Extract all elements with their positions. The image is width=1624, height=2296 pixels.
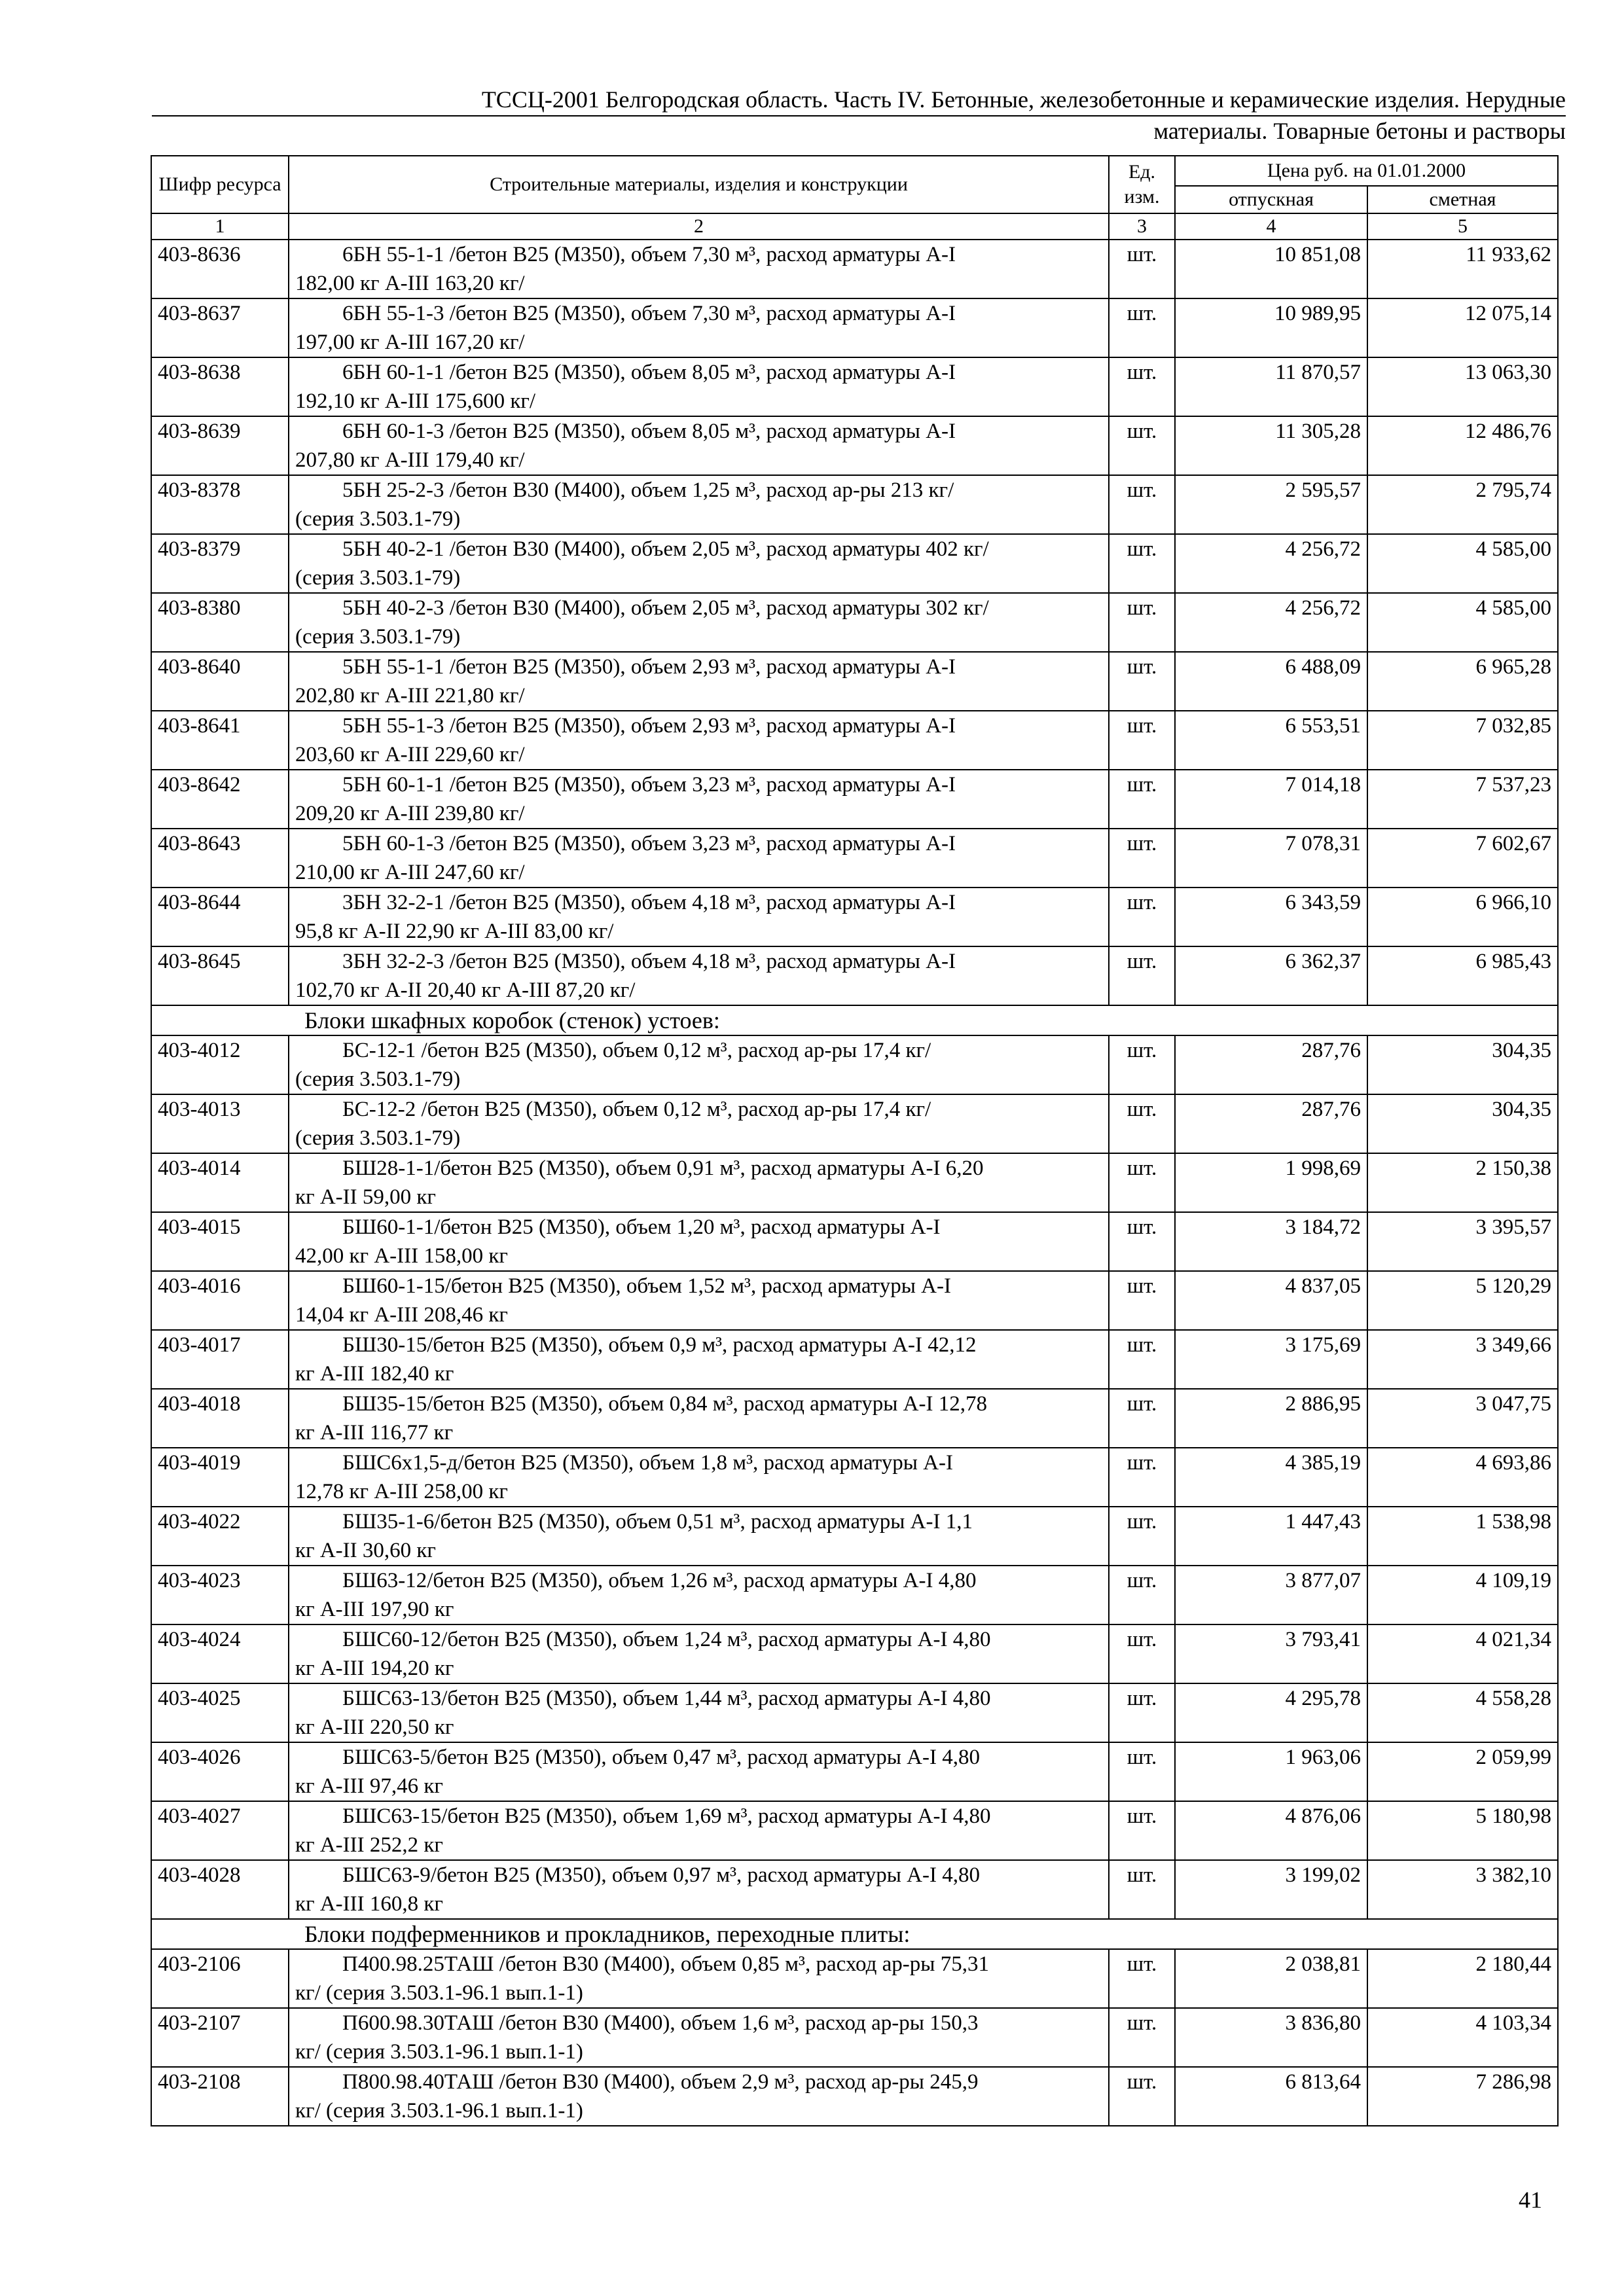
description-line-1: БШС63-13/бетон В25 (М350), объем 1,44 м³, расход арматуры А-I 4,80 [342, 1687, 991, 1710]
release-price: 1 963,06 [1175, 1742, 1367, 1801]
description-line-1: БШС6х1,5-д/бетон В25 (М350), объем 1,8 м³, расход арматуры А-I [342, 1451, 954, 1475]
material-description [289, 240, 1109, 298]
estimate-price: 7 537,23 [1367, 770, 1558, 829]
resource-code: 403-2108 [151, 2067, 289, 2126]
description-line-2: кг А-III 197,90 кг [295, 1598, 454, 1621]
unit: шт. [1109, 1330, 1175, 1389]
release-price: 4 295,78 [1175, 1683, 1367, 1742]
unit: шт. [1109, 1801, 1175, 1860]
unit: шт. [1109, 1389, 1175, 1448]
material-description [289, 1742, 1109, 1801]
header-num-4: 4 [1175, 213, 1367, 240]
estimate-price: 2 059,99 [1367, 1742, 1558, 1801]
header-line-2: материалы. Товарные бетоны и растворы [1153, 118, 1566, 144]
unit: шт. [1109, 475, 1175, 534]
release-price: 4 385,19 [1175, 1448, 1367, 1507]
description-line-1: БШС63-15/бетон В25 (М350), объем 1,69 м³, расход арматуры А-I 4,80 [342, 1804, 991, 1828]
estimate-price: 6 966,10 [1367, 888, 1558, 946]
table-body [151, 240, 1558, 2126]
description-line-2: (серия 3.503.1-79) [295, 1126, 461, 1150]
description-line-2: кг А-III 182,40 кг [295, 1362, 454, 1386]
estimate-price: 4 109,19 [1367, 1566, 1558, 1624]
table-row [151, 1035, 1558, 1094]
table-row [151, 475, 1558, 534]
description-line-2: 12,78 кг А-III 258,00 кг [295, 1480, 508, 1503]
resource-code: 403-4024 [151, 1624, 289, 1683]
estimate-price: 2 795,74 [1367, 475, 1558, 534]
material-description [289, 475, 1109, 534]
header-code: Шифр ресурса [151, 156, 289, 213]
description-line-1: БШ60-1-15/бетон В25 (М350), объем 1,52 м³, расход арматуры А-I [342, 1274, 951, 1298]
description-line-2: 210,00 кг А-III 247,60 кг/ [295, 861, 525, 884]
table-row [151, 1801, 1558, 1860]
table-row [151, 1212, 1558, 1271]
header-line-1: ТССЦ-2001 Белгородская область. Часть IV. Бетонные, железобетонные и керамические изделия. Нерудные [481, 86, 1566, 113]
material-description [289, 416, 1109, 475]
description-line-2: 42,00 кг А-III 158,00 кг [295, 1244, 508, 1268]
table-row [151, 1742, 1558, 1801]
material-description [289, 2067, 1109, 2126]
unit: шт. [1109, 652, 1175, 711]
description-line-1: 6БН 55-1-1 /бетон В25 (М350), объем 7,30 м³, расход арматуры А-I [342, 243, 956, 266]
description-line-1: БШ60-1-1/бетон В25 (М350), объем 1,20 м³, расход арматуры А-I [342, 1215, 941, 1239]
unit: шт. [1109, 1094, 1175, 1153]
description-line-2: 197,00 кг А-III 167,20 кг/ [295, 331, 525, 354]
description-line-2: кг А-III 220,50 кг [295, 1715, 454, 1739]
description-line-1: 6БН 60-1-1 /бетон В25 (М350), объем 8,05 м³, расход арматуры А-I [342, 361, 956, 384]
estimate-price: 11 933,62 [1367, 240, 1558, 298]
table-row [151, 770, 1558, 829]
table-row [151, 298, 1558, 357]
description-line-1: БС-12-1 /бетон В25 (М350), объем 0,12 м³, расход ар-ры 17,4 кг/ [342, 1039, 931, 1062]
release-price: 4 256,72 [1175, 593, 1367, 652]
description-line-1: 6БН 60-1-3 /бетон В25 (М350), объем 8,05 м³, расход арматуры А-I [342, 420, 956, 443]
material-description [289, 2008, 1109, 2067]
release-price: 287,76 [1175, 1094, 1367, 1153]
unit: шт. [1109, 711, 1175, 770]
resource-code: 403-8380 [151, 593, 289, 652]
estimate-price: 4 693,86 [1367, 1448, 1558, 1507]
unit: шт. [1109, 1448, 1175, 1507]
description-line-2: кг А-III 160,8 кг [295, 1892, 443, 1916]
price-table [151, 155, 1559, 2126]
material-description [289, 1212, 1109, 1271]
unit: шт. [1109, 1507, 1175, 1566]
resource-code: 403-8379 [151, 534, 289, 593]
header-release-price: отпускная [1175, 186, 1367, 213]
unit: шт. [1109, 298, 1175, 357]
material-description [289, 1448, 1109, 1507]
material-description [289, 1389, 1109, 1448]
resource-code: 403-4022 [151, 1507, 289, 1566]
description-line-1: 5БН 60-1-1 /бетон В25 (М350), объем 3,23 м³, расход арматуры А-I [342, 773, 956, 797]
description-line-1: 5БН 40-2-3 /бетон В30 (М400), объем 2,05 м³, расход арматуры 302 кг/ [342, 596, 989, 620]
table-row [151, 240, 1558, 298]
unit: шт. [1109, 1035, 1175, 1094]
table-row [151, 2008, 1558, 2067]
description-line-2: кг А-III 252,2 кг [295, 1833, 443, 1857]
unit: шт. [1109, 1566, 1175, 1624]
table-row [151, 593, 1558, 652]
table-row [151, 1094, 1558, 1153]
unit: шт. [1109, 1860, 1175, 1919]
material-description [289, 888, 1109, 946]
description-line-1: 5БН 55-1-3 /бетон В25 (М350), объем 2,93 м³, расход арматуры А-I [342, 714, 956, 738]
description-line-1: БШ28-1-1/бетон В25 (М350), объем 0,91 м³, расход арматуры А-I 6,20 [342, 1157, 984, 1180]
description-line-1: П600.98.30ТАШ /бетон В30 (М400), объем 1,6 м³, расход ар-ры 150,3 [342, 2011, 979, 2035]
unit: шт. [1109, 946, 1175, 1005]
description-line-1: 3БН 32-2-3 /бетон В25 (М350), объем 4,18 м³, расход арматуры А-I [342, 950, 956, 973]
description-line-1: БШС63-5/бетон В25 (М350), объем 0,47 м³, расход арматуры А-I 4,80 [342, 1746, 980, 1769]
estimate-price: 2 150,38 [1367, 1153, 1558, 1212]
description-line-1: 3БН 32-2-1 /бетон В25 (М350), объем 4,18 м³, расход арматуры А-I [342, 891, 956, 914]
description-line-2: кг/ (серия 3.503.1-96.1 вып.1-1) [295, 2040, 583, 2064]
header-name: Строительные материалы, изделия и конструкции [289, 156, 1109, 213]
estimate-price: 6 985,43 [1367, 946, 1558, 1005]
estimate-price: 304,35 [1367, 1094, 1558, 1153]
resource-code: 403-4023 [151, 1566, 289, 1624]
release-price: 1 998,69 [1175, 1153, 1367, 1212]
resource-code: 403-8637 [151, 298, 289, 357]
estimate-price: 2 180,44 [1367, 1949, 1558, 2008]
description-line-2: 207,80 кг А-III 179,40 кг/ [295, 448, 525, 472]
release-price: 6 362,37 [1175, 946, 1367, 1005]
release-price: 4 876,06 [1175, 1801, 1367, 1860]
release-price: 6 488,09 [1175, 652, 1367, 711]
material-description [289, 652, 1109, 711]
material-description [289, 1683, 1109, 1742]
header-num-5: 5 [1367, 213, 1558, 240]
unit: шт. [1109, 1624, 1175, 1683]
unit: шт. [1109, 2067, 1175, 2126]
description-line-1: БШС63-9/бетон В25 (М350), объем 0,97 м³, расход арматуры А-I 4,80 [342, 1863, 980, 1887]
table-row [151, 1271, 1558, 1330]
table-row [151, 534, 1558, 593]
description-line-2: 95,8 кг А-II 22,90 кг А-III 83,00 кг/ [295, 920, 614, 943]
description-line-2: 192,10 кг А-III 175,600 кг/ [295, 389, 536, 413]
estimate-price: 4 585,00 [1367, 593, 1558, 652]
estimate-price: 12 486,76 [1367, 416, 1558, 475]
material-description [289, 946, 1109, 1005]
release-price: 2 038,81 [1175, 1949, 1367, 2008]
unit: шт. [1109, 416, 1175, 475]
release-price: 10 989,95 [1175, 298, 1367, 357]
estimate-price: 4 103,34 [1367, 2008, 1558, 2067]
release-price: 3 793,41 [1175, 1624, 1367, 1683]
resource-code: 403-4025 [151, 1683, 289, 1742]
table-row [151, 1624, 1558, 1683]
table-row [151, 1330, 1558, 1389]
table-row [151, 1507, 1558, 1566]
description-line-2: 209,20 кг А-III 239,80 кг/ [295, 802, 525, 825]
resource-code: 403-8642 [151, 770, 289, 829]
header-num-3: 3 [1109, 213, 1175, 240]
release-price: 6 813,64 [1175, 2067, 1367, 2126]
description-line-2: кг/ (серия 3.503.1-96.1 вып.1-1) [295, 1981, 583, 2005]
resource-code: 403-2107 [151, 2008, 289, 2067]
estimate-price: 7 032,85 [1367, 711, 1558, 770]
unit: шт. [1109, 1271, 1175, 1330]
resource-code: 403-4026 [151, 1742, 289, 1801]
estimate-price: 7 602,67 [1367, 829, 1558, 888]
unit: шт. [1109, 1742, 1175, 1801]
release-price: 3 836,80 [1175, 2008, 1367, 2067]
unit: шт. [1109, 534, 1175, 593]
unit: шт. [1109, 1153, 1175, 1212]
material-description [289, 1330, 1109, 1389]
description-line-2: (серия 3.503.1-79) [295, 566, 461, 590]
resource-code: 403-4019 [151, 1448, 289, 1507]
description-line-2: (серия 3.503.1-79) [295, 1067, 461, 1091]
resource-code: 403-4017 [151, 1330, 289, 1389]
material-description [289, 1507, 1109, 1566]
unit: шт. [1109, 888, 1175, 946]
unit: шт. [1109, 1949, 1175, 2008]
material-description [289, 1094, 1109, 1153]
release-price: 6 553,51 [1175, 711, 1367, 770]
material-description [289, 711, 1109, 770]
estimate-price: 4 585,00 [1367, 534, 1558, 593]
section-title: Блоки подферменников и прокладников, переходные плиты: [289, 1919, 1367, 1949]
table-head [151, 156, 1558, 240]
unit: шт. [1109, 1212, 1175, 1271]
release-price: 4 837,05 [1175, 1271, 1367, 1330]
description-line-1: П800.98.40ТАШ /бетон В30 (М400), объем 2,9 м³, расход ар-ры 245,9 [342, 2070, 979, 2094]
unit: шт. [1109, 2008, 1175, 2067]
release-price: 11 870,57 [1175, 357, 1367, 416]
page-header [152, 84, 1566, 147]
unit: шт. [1109, 357, 1175, 416]
resource-code: 403-8645 [151, 946, 289, 1005]
release-price: 3 877,07 [1175, 1566, 1367, 1624]
estimate-price: 7 286,98 [1367, 2067, 1558, 2126]
table-row [151, 946, 1558, 1005]
resource-code: 403-8638 [151, 357, 289, 416]
material-description [289, 1566, 1109, 1624]
table-row [151, 888, 1558, 946]
release-price: 1 447,43 [1175, 1507, 1367, 1566]
release-price: 287,76 [1175, 1035, 1367, 1094]
resource-code: 403-4012 [151, 1035, 289, 1094]
table-row [151, 416, 1558, 475]
table-row [151, 1448, 1558, 1507]
description-line-2: 14,04 кг А-III 208,46 кг [295, 1303, 508, 1327]
material-description [289, 298, 1109, 357]
material-description [289, 593, 1109, 652]
estimate-price: 6 965,28 [1367, 652, 1558, 711]
header-rule [152, 115, 1566, 117]
resource-code: 403-4016 [151, 1271, 289, 1330]
unit: шт. [1109, 240, 1175, 298]
header-num-2: 2 [289, 213, 1109, 240]
description-line-2: 203,60 кг А-III 229,60 кг/ [295, 743, 525, 766]
release-price: 7 078,31 [1175, 829, 1367, 888]
description-line-1: БС-12-2 /бетон В25 (М350), объем 0,12 м³, расход ар-ры 17,4 кг/ [342, 1098, 931, 1121]
estimate-price: 12 075,14 [1367, 298, 1558, 357]
resource-code: 403-8644 [151, 888, 289, 946]
description-line-2: кг А-II 30,60 кг [295, 1539, 436, 1562]
table-row [151, 1860, 1558, 1919]
resource-code: 403-8643 [151, 829, 289, 888]
unit: шт. [1109, 1683, 1175, 1742]
table-row [151, 711, 1558, 770]
description-line-2: 102,70 кг А-II 20,40 кг А-III 87,20 кг/ [295, 978, 636, 1002]
release-price: 3 184,72 [1175, 1212, 1367, 1271]
header-price: Цена руб. на 01.01.2000 [1175, 156, 1558, 186]
resource-code: 403-4018 [151, 1389, 289, 1448]
description-line-2: (серия 3.503.1-79) [295, 625, 461, 649]
table-row [151, 1566, 1558, 1624]
resource-code: 403-8640 [151, 652, 289, 711]
resource-code: 403-8639 [151, 416, 289, 475]
release-price: 3 175,69 [1175, 1330, 1367, 1389]
material-description [289, 1035, 1109, 1094]
material-description [289, 1860, 1109, 1919]
resource-code: 403-8378 [151, 475, 289, 534]
description-line-1: 5БН 40-2-1 /бетон В30 (М400), объем 2,05 м³, расход арматуры 402 кг/ [342, 537, 989, 561]
material-description [289, 357, 1109, 416]
material-description [289, 1801, 1109, 1860]
header-num-1: 1 [151, 213, 289, 240]
release-price: 3 199,02 [1175, 1860, 1367, 1919]
estimate-price: 5 180,98 [1367, 1801, 1558, 1860]
description-line-1: П400.98.25ТАШ /бетон В30 (М400), объем 0,85 м³, расход ар-ры 75,31 [342, 1952, 989, 1976]
material-description [289, 534, 1109, 593]
header-unit: Ед. изм. [1109, 156, 1175, 213]
estimate-price: 1 538,98 [1367, 1507, 1558, 1566]
estimate-price: 13 063,30 [1367, 357, 1558, 416]
resource-code: 403-8641 [151, 711, 289, 770]
header-estimate-price: сметная [1367, 186, 1558, 213]
table-row [151, 357, 1558, 416]
description-line-1: БШ35-15/бетон В25 (М350), объем 0,84 м³, расход арматуры А-I 12,78 [342, 1392, 987, 1416]
release-price: 10 851,08 [1175, 240, 1367, 298]
description-line-1: БШС60-12/бетон В25 (М350), объем 1,24 м³, расход арматуры А-I 4,80 [342, 1628, 991, 1651]
unit: шт. [1109, 829, 1175, 888]
unit: шт. [1109, 770, 1175, 829]
description-line-1: БШ63-12/бетон В25 (М350), объем 1,26 м³, расход арматуры А-I 4,80 [342, 1569, 977, 1592]
resource-code: 403-4028 [151, 1860, 289, 1919]
estimate-price: 4 021,34 [1367, 1624, 1558, 1683]
table-row [151, 1389, 1558, 1448]
unit: шт. [1109, 593, 1175, 652]
release-price: 2 595,57 [1175, 475, 1367, 534]
estimate-price: 5 120,29 [1367, 1271, 1558, 1330]
material-description [289, 1271, 1109, 1330]
table-row [151, 829, 1558, 888]
material-description [289, 1153, 1109, 1212]
description-line-2: кг А-II 59,00 кг [295, 1185, 436, 1209]
estimate-price: 3 382,10 [1367, 1860, 1558, 1919]
description-line-1: БШ35-1-6/бетон В25 (М350), объем 0,51 м³, расход арматуры А-I 1,1 [342, 1510, 973, 1534]
section-title: Блоки шкафных коробок (стенок) устоев: [289, 1005, 1367, 1035]
description-line-2: кг А-III 116,77 кг [295, 1421, 454, 1444]
estimate-price: 3 047,75 [1367, 1389, 1558, 1448]
material-description [289, 770, 1109, 829]
release-price: 2 886,95 [1175, 1389, 1367, 1448]
description-line-2: 182,00 кг А-III 163,20 кг/ [295, 272, 525, 295]
table-row [151, 1683, 1558, 1742]
estimate-price: 304,35 [1367, 1035, 1558, 1094]
section-row [151, 1919, 1558, 1949]
resource-code: 403-4015 [151, 1212, 289, 1271]
description-line-1: 5БН 60-1-3 /бетон В25 (М350), объем 3,23 м³, расход арматуры А-I [342, 832, 956, 855]
estimate-price: 4 558,28 [1367, 1683, 1558, 1742]
description-line-2: кг А-III 97,46 кг [295, 1774, 443, 1798]
estimate-price: 3 349,66 [1367, 1330, 1558, 1389]
page-number: 41 [1519, 2187, 1542, 2213]
release-price: 11 305,28 [1175, 416, 1367, 475]
resource-code: 403-8636 [151, 240, 289, 298]
table-row [151, 652, 1558, 711]
resource-code: 403-4014 [151, 1153, 289, 1212]
resource-code: 403-2106 [151, 1949, 289, 2008]
description-line-2: (серия 3.503.1-79) [295, 507, 461, 531]
estimate-price: 3 395,57 [1367, 1212, 1558, 1271]
release-price: 6 343,59 [1175, 888, 1367, 946]
material-description [289, 1949, 1109, 2008]
description-line-1: 5БН 25-2-3 /бетон В30 (М400), объем 1,25 м³, расход ар-ры 213 кг/ [342, 478, 954, 502]
material-description [289, 829, 1109, 888]
description-line-2: 202,80 кг А-III 221,80 кг/ [295, 684, 525, 708]
release-price: 4 256,72 [1175, 534, 1367, 593]
release-price: 7 014,18 [1175, 770, 1367, 829]
description-line-2: кг/ (серия 3.503.1-96.1 вып.1-1) [295, 2099, 583, 2123]
description-line-2: кг А-III 194,20 кг [295, 1657, 454, 1680]
table-row [151, 1153, 1558, 1212]
description-line-1: 6БН 55-1-3 /бетон В25 (М350), объем 7,30 м³, расход арматуры А-I [342, 302, 956, 325]
table-row [151, 2067, 1558, 2126]
description-line-1: 5БН 55-1-1 /бетон В25 (М350), объем 2,93 м³, расход арматуры А-I [342, 655, 956, 679]
resource-code: 403-4027 [151, 1801, 289, 1860]
material-description [289, 1624, 1109, 1683]
table-row [151, 1949, 1558, 2008]
description-line-1: БШ30-15/бетон В25 (М350), объем 0,9 м³, расход арматуры А-I 42,12 [342, 1333, 977, 1357]
section-row [151, 1005, 1558, 1035]
resource-code: 403-4013 [151, 1094, 289, 1153]
